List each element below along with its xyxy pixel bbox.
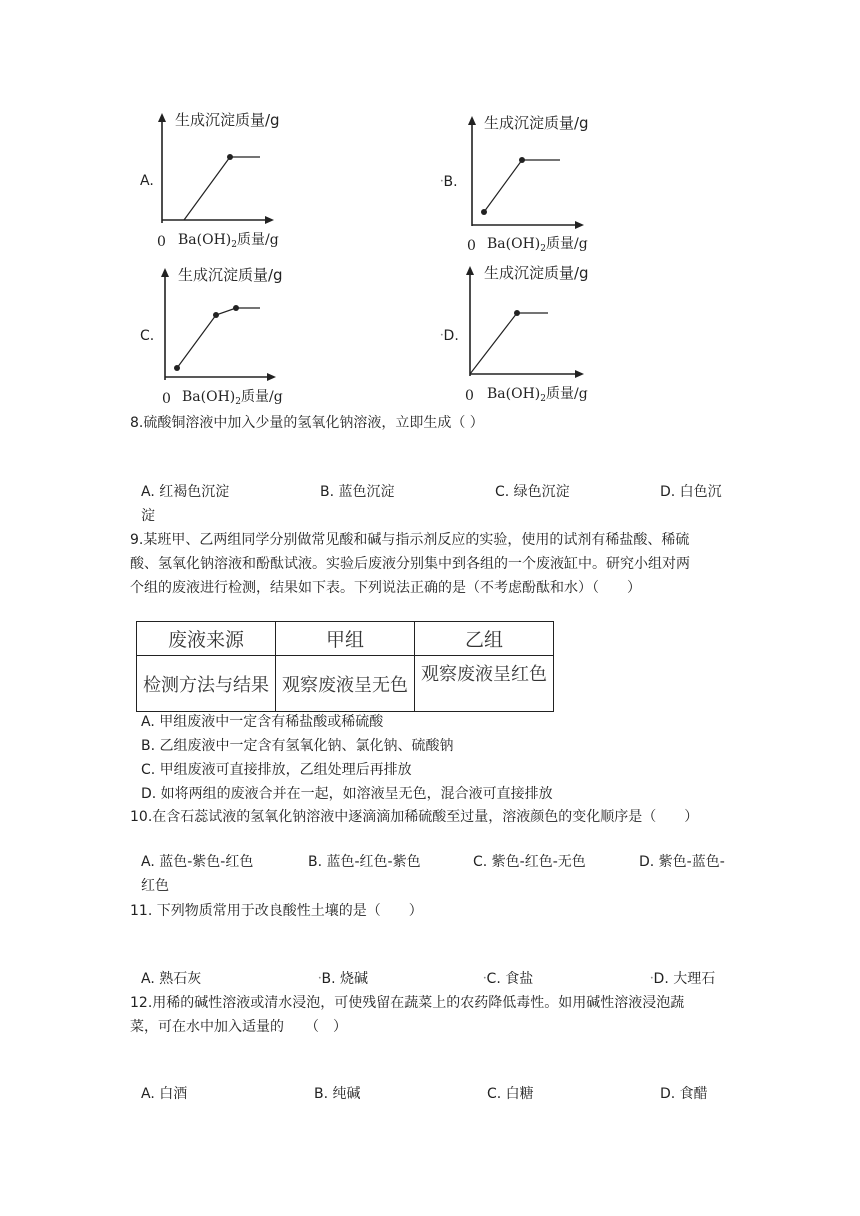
q12-option-d[interactable]: D. 食醋 [660, 1086, 708, 1102]
graph-b [430, 108, 600, 258]
table-header-row [137, 622, 554, 656]
q9-stem-line-1: 9.某班甲、乙两组同学分别做常见酸和碱与指示剂反应的实验，使用的试剂有稀盐酸、稀硫 [130, 532, 690, 548]
table-header-group-yi: 乙组 [415, 622, 554, 656]
q10-option-d-wrap: 红色 [141, 878, 169, 894]
graph-c-title: 生成沉淀质量/g [178, 266, 283, 284]
q11-option-c[interactable]: •C. 食盐 [483, 971, 534, 987]
table-cell-yi-result: 观察废液呈红色 [415, 656, 554, 712]
graph-a [120, 105, 280, 255]
q10-stem: 10.在含石蕊试液的氢氧化钠溶液中逐滴滴加稀硫酸至过量，溶液颜色的变化顺序是（ ） [130, 809, 699, 825]
graph-b-title: 生成沉淀质量/g [484, 114, 589, 132]
graph-c-origin: 0 [162, 391, 171, 407]
q8-option-a[interactable]: A. 红褐色沉淀 [141, 484, 230, 500]
q8-option-b[interactable]: B. 蓝色沉淀 [320, 484, 395, 500]
q11-option-b[interactable]: •B. 烧碱 [318, 971, 369, 987]
graph-d [430, 256, 600, 406]
graph-letter-a: A. [140, 173, 154, 189]
graph-c-xlabel: $Ba(OH)_2$质量/g [182, 389, 283, 407]
graph-letter-c: C. [140, 328, 155, 344]
q11-stem: 11. 下列物质常用于改良酸性土壤的是（ ） [130, 903, 423, 919]
table-header-source: 废液来源 [137, 622, 276, 656]
q8-option-d-wrap: 淀 [141, 508, 155, 524]
q9-option-a[interactable]: A. 甲组废液中一定含有稀盐酸或稀硫酸 [141, 714, 384, 730]
q9-option-d[interactable]: D. 如将两组的废液合并在一起，如溶液呈无色，混合液可直接排放 [141, 786, 553, 802]
q9-option-b[interactable]: B. 乙组废液中一定含有氢氧化钠、氯化钠、硫酸钠 [141, 738, 454, 754]
q8-option-d[interactable]: D. 白色沉 [660, 484, 722, 500]
table-row [137, 656, 554, 712]
graph-c [120, 258, 290, 408]
table-header-group-jia: 甲组 [276, 622, 415, 656]
graph-a-xlabel: $Ba(OH)_2$质量/g [178, 232, 279, 250]
q12-option-c[interactable]: C. 白糖 [487, 1086, 534, 1102]
graph-a-origin: 0 [157, 234, 166, 250]
q11-option-a[interactable]: A. 熟石灰 [141, 971, 202, 987]
q12-option-a[interactable]: A. 白酒 [141, 1086, 188, 1102]
q10-option-c[interactable]: C. 紫色-红色-无色 [473, 854, 586, 870]
graph-b-xlabel: $Ba(OH)_2$质量/g [487, 236, 588, 254]
q10-option-d[interactable]: D. 紫色-蓝色- [639, 854, 725, 870]
q9-stem-line-3: 个组的废液进行检测，结果如下表。下列说法正确的是（不考虑酚酞和水）（ ） [130, 580, 641, 596]
q12-option-b[interactable]: B. 纯碱 [314, 1086, 361, 1102]
graph-d-origin: 0 [465, 388, 474, 404]
q8-option-c[interactable]: C. 绿色沉淀 [495, 484, 570, 500]
graph-b-origin: 0 [467, 238, 476, 254]
graph-letter-d: •D. [440, 328, 459, 344]
q11-option-d[interactable]: •D. 大理石 [650, 971, 716, 987]
q8-stem: 8.硫酸铜溶液中加入少量的氢氧化钠溶液，立即生成（ ） [130, 415, 484, 431]
q9-stem-line-2: 酸、氢氧化钠溶液和酚酞试液。实验后废液分别集中到各组的一个废液缸中。研究小组对两 [130, 556, 690, 572]
graph-d-xlabel: $Ba(OH)_2$质量/g [487, 386, 588, 404]
q10-option-a[interactable]: A. 蓝色-紫色-红色 [141, 854, 254, 870]
q12-stem-line-2: 菜，可在水中加入适量的 （ ） [130, 1019, 347, 1035]
q9-waste-table [136, 621, 554, 712]
graph-d-title: 生成沉淀质量/g [484, 264, 589, 282]
table-cell-jia-result: 观察废液呈无色 [276, 656, 415, 712]
q10-option-b[interactable]: B. 蓝色-红色-紫色 [308, 854, 421, 870]
graph-letter-b: •B. [440, 174, 458, 190]
q12-stem-line-1: 12.用稀的碱性溶液或清水浸泡，可使残留在蔬菜上的农药降低毒性。如用碱性溶液浸泡蔬 [130, 995, 685, 1011]
graph-a-title: 生成沉淀质量/g [175, 111, 280, 129]
q9-option-c[interactable]: C. 甲组废液可直接排放，乙组处理后再排放 [141, 762, 412, 778]
table-cell-method: 检测方法与结果 [137, 656, 276, 712]
